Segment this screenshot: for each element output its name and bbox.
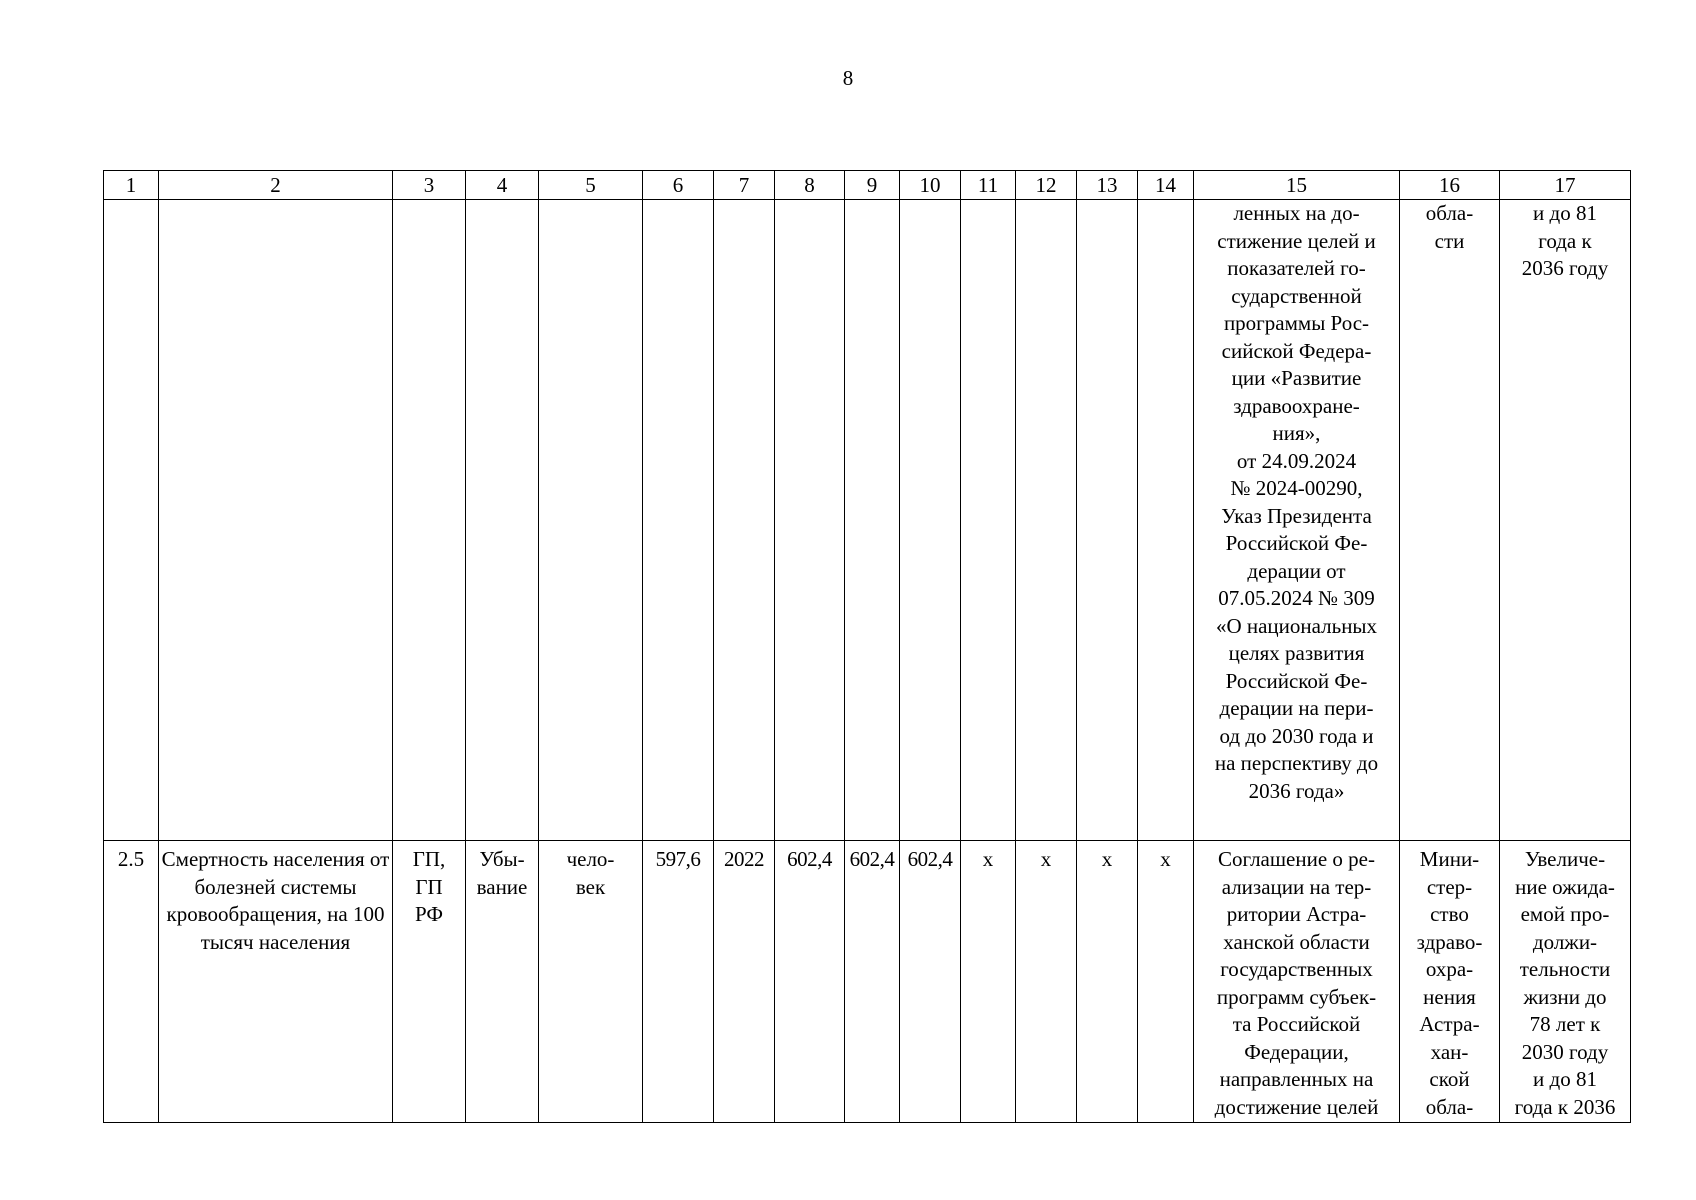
- value-cell: 602,4: [845, 841, 900, 1123]
- header-cell: 4: [466, 171, 539, 200]
- indicator-level-text: ГП, ГП РФ: [412, 847, 446, 926]
- header-cell: 1: [104, 171, 159, 200]
- table-cell: [775, 200, 845, 841]
- goal-link-cell: [1500, 841, 1631, 1123]
- trend-cell: [466, 841, 539, 1123]
- header-cell: 9: [845, 171, 900, 200]
- table-cell: [961, 200, 1016, 841]
- goal-link-text: Увеличе- ние ожида- емой про- должи- тельности жизни до 78 лет к 2030 году и до 81 года к 2036: [1514, 847, 1616, 1119]
- source-document-text: Соглашение о ре- ализации на тер- ритории Астра- ханской области государственных программ субъек- та Российской Федерации, направленных на достижение целей: [1214, 847, 1379, 1119]
- table-cell: [1138, 200, 1194, 841]
- base-value-cell: 597,6: [643, 841, 714, 1123]
- table-cell: [900, 200, 961, 841]
- value-cell: x: [1016, 841, 1077, 1123]
- goal-link-text: и до 81 года к 2036 году: [1521, 201, 1609, 280]
- source-document-text: ленных на до- стижение целей и показателей го- сударственной программы Рос- сийской Федера- ции «Развитие здравоохране- ния», от 24.09.2024 № 2024-00290, Указ Президента Российской Фе- дерации от 07.05.2024 № 309 «О национальных целях развития Российской Фе- дерации на пери- од до 2030 года и на перспективу до 2036 года»: [1214, 201, 1379, 803]
- header-cell: 8: [775, 171, 845, 200]
- table-cell: [466, 200, 539, 841]
- table-cell: [714, 200, 775, 841]
- header-cell: 10: [900, 171, 961, 200]
- goal-link-cell: [1500, 200, 1631, 841]
- value-cell: x: [1077, 841, 1138, 1123]
- responsible-cell: [1400, 841, 1500, 1123]
- unit-text: чело- век: [566, 847, 615, 899]
- table-cell: [643, 200, 714, 841]
- table-cell: [1016, 200, 1077, 841]
- header-cell: 7: [714, 171, 775, 200]
- responsible-cell: [1400, 200, 1500, 841]
- base-year-cell: 2022: [714, 841, 775, 1123]
- header-cell: 11: [961, 171, 1016, 200]
- header-cell: 5: [539, 171, 643, 200]
- value-cell: x: [1138, 841, 1194, 1123]
- table-row-2-5: [104, 841, 1631, 1123]
- trend-text: Убы- вание: [476, 847, 528, 899]
- table-row-continued: [104, 200, 1631, 841]
- indicator-level-cell: [393, 841, 466, 1123]
- header-cell: 2: [159, 171, 393, 200]
- source-document-cell: [1194, 200, 1400, 841]
- row-number-cell: 2.5: [104, 841, 159, 1123]
- table-cell: [104, 200, 159, 841]
- value-cell: 602,4: [775, 841, 845, 1123]
- table-cell: [393, 200, 466, 841]
- indicators-table: [103, 170, 1631, 1123]
- value-cell: 602,4: [900, 841, 961, 1123]
- unit-cell: [539, 841, 643, 1123]
- table-cell: [845, 200, 900, 841]
- header-cell: 12: [1016, 171, 1077, 200]
- indicator-name-cell: Смертность населения от болезней системы кровообращения, на 100 тысяч населения: [159, 841, 393, 1123]
- header-cell: 17: [1500, 171, 1631, 200]
- header-cell: 3: [393, 171, 466, 200]
- responsible-text: Мини- стер- ство здраво- охра- нения Астра- хан- ской обла-: [1416, 847, 1483, 1119]
- page-number: 8: [842, 66, 854, 90]
- header-cell: 13: [1077, 171, 1138, 200]
- source-document-cell: [1194, 841, 1400, 1123]
- header-cell: 14: [1138, 171, 1194, 200]
- table-cell: [1077, 200, 1138, 841]
- table-cell: [159, 200, 393, 841]
- table-cell: [539, 200, 643, 841]
- responsible-text: обла- сти: [1425, 201, 1474, 253]
- header-cell: 16: [1400, 171, 1500, 200]
- value-cell: x: [961, 841, 1016, 1123]
- header-cell: 6: [643, 171, 714, 200]
- header-cell: 15: [1194, 171, 1400, 200]
- table-header-row: [104, 171, 1631, 200]
